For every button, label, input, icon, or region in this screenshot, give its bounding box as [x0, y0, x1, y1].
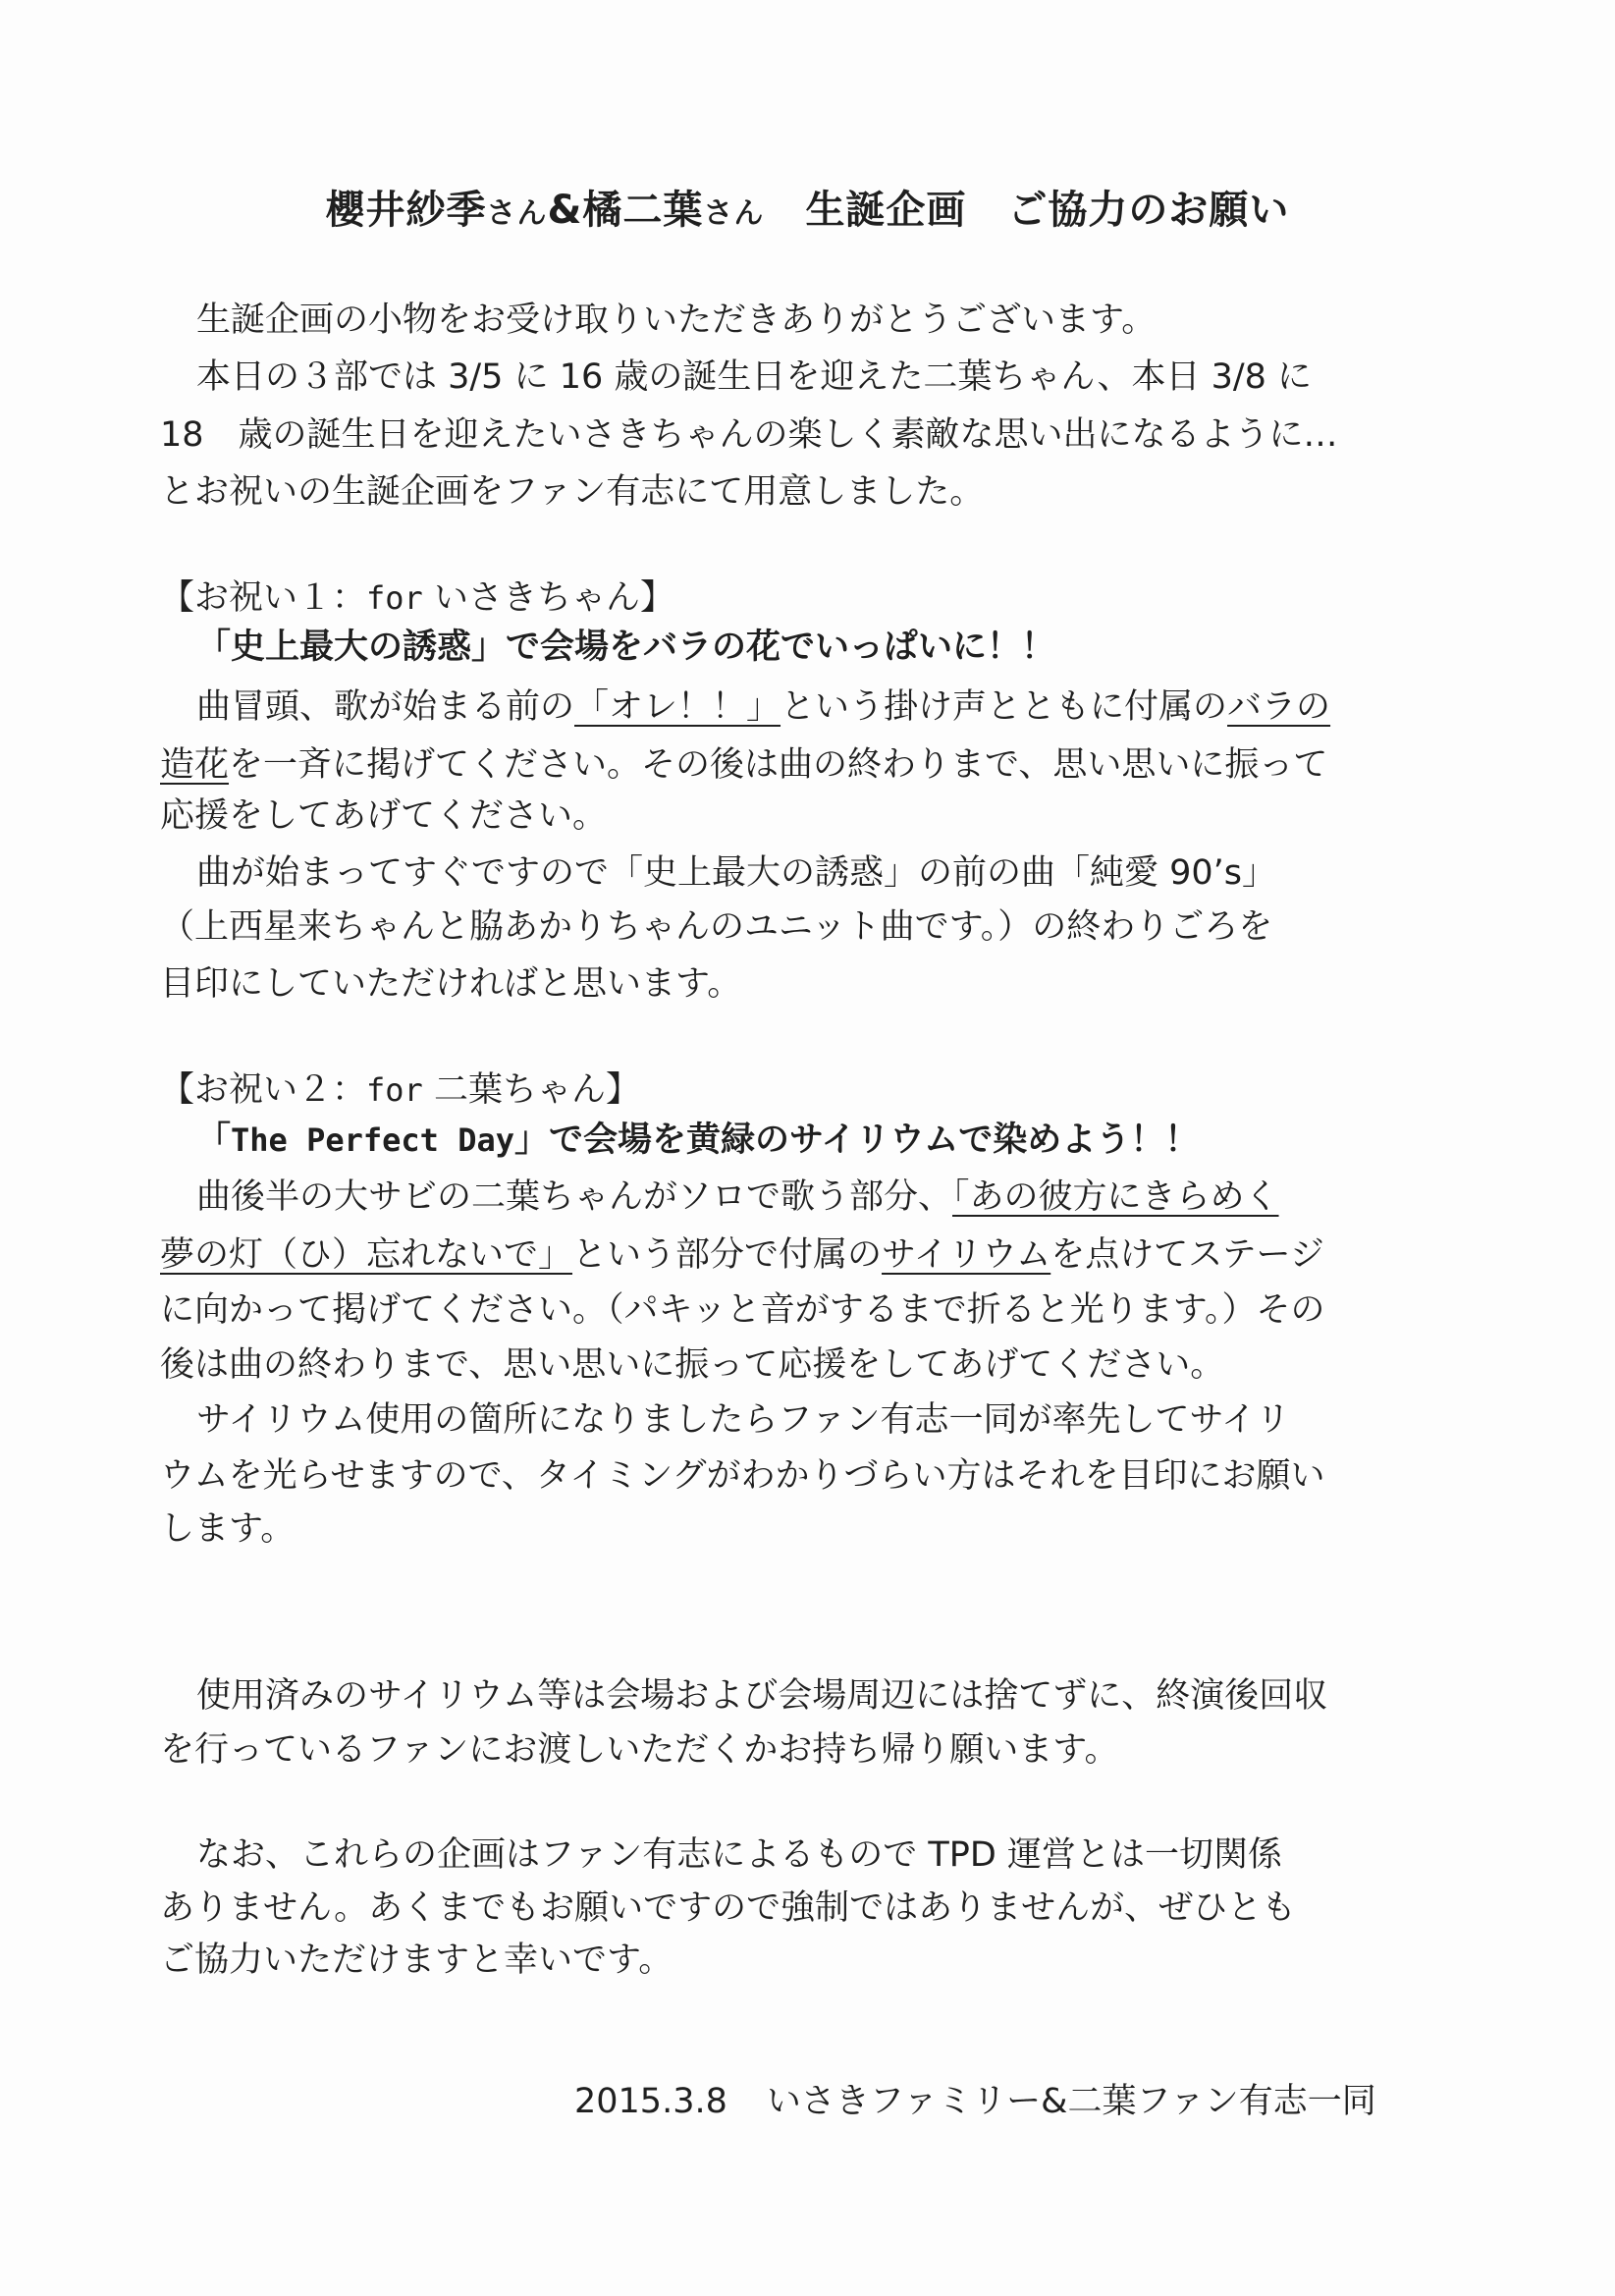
disclaimer-line-3: ご協力いただけますと幸いです。: [160, 1941, 673, 1980]
section2-heading: [160, 1067, 640, 1113]
section2-line-1: [196, 1175, 1279, 1220]
section2-song-title: The Perfect Day: [231, 1121, 514, 1159]
title-name-2: 橘二葉: [582, 188, 704, 233]
section2-line-7: します。: [160, 1509, 296, 1549]
section1-line-1-text: 曲冒頭、歌が始まる前の: [196, 687, 575, 727]
section2-subheading: [196, 1118, 1199, 1163]
signature: [574, 2074, 1376, 2123]
disposal-line-1: 使用済みのサイリウム等は会場および会場周辺には捨てずに、終演後回収: [196, 1676, 1328, 1716]
section1-line-5: （上西星来ちゃんと脇あかりちゃんのユニット曲です。）の終わりごろを: [160, 907, 1273, 947]
section2-heading-prefix: 【お祝い２：: [160, 1070, 367, 1110]
section1-rose-label: バラの: [1227, 687, 1331, 727]
title-honorific-2: さん: [703, 196, 765, 231]
intro-line-3: 18 歳の誕生日を迎えたいさきちゃんの楽しく素敵な思い出になるように…: [160, 415, 1338, 455]
title-honorific-1: さん: [486, 196, 548, 231]
section1-line-2-text: を一斉に掲げてください。その後は曲の終わりまで、思い思いに振って: [229, 745, 1328, 785]
signature-date: 2015.3.8: [574, 2082, 727, 2121]
section2-line-3: に向かって掲げてください。（パキッと音がするまで折ると光ります。）その: [160, 1290, 1325, 1330]
section1-heading-prefix: 【お祝い１：: [160, 578, 367, 618]
section1-heading-for: for: [366, 579, 423, 617]
section2-subheading-open: 「: [196, 1121, 232, 1160]
intro-line-4: とお祝いの生誕企画をファン有志にて用意しました。: [160, 472, 985, 512]
section2-heading-target: 二葉ちゃん】: [422, 1070, 640, 1110]
section2-lyric-cue-1: 「あの彼方にきらめく: [952, 1177, 1279, 1217]
disclaimer-line-2: ありません。あくまでもお願いですので強制ではありませんが、ぜひとも: [160, 1888, 1297, 1928]
section1-line-2: [160, 742, 1327, 788]
signature-from: いさきファミリー&二葉ファン有志一同: [766, 2082, 1376, 2121]
section2-penlight-label: サイリウム: [882, 1235, 1051, 1275]
section2-subheading-rest: 」で会場を黄緑のサイリウムで染めよう！！: [514, 1121, 1200, 1160]
section2-line-2-text: という部分で付属の: [572, 1235, 883, 1275]
title-project: 生誕企画: [805, 188, 967, 233]
page-title: [0, 179, 1615, 235]
intro-line-1: 生誕企画の小物をお受け取りいただきありがとうございます。: [196, 301, 1157, 340]
section2-line-2-text-2: を点けてステージ: [1050, 1235, 1324, 1275]
title-name-1: 櫻井紗季: [325, 188, 487, 233]
title-request: ご協力のお願い: [1007, 188, 1290, 233]
section1-subheading: 「史上最大の誘惑」で会場をバラの花でいっぱいに！！: [196, 628, 1056, 667]
section1-cue-ore: 「オレ！！」: [574, 687, 781, 727]
section2-lyric-cue-2: 夢の灯（ひ）忘れないで」: [160, 1235, 573, 1275]
section1-heading-target: いさきちゃん】: [422, 578, 674, 618]
disclaimer-line-1: なお、これらの企画はファン有志によるもので TPD 運営とは一切関係: [196, 1835, 1282, 1875]
section1-rose-label-2: 造花: [160, 745, 230, 785]
section1-line-6: 目印にしていただければと思います。: [160, 964, 742, 1004]
section2-heading-for: for: [366, 1071, 423, 1109]
intro-line-2: 本日の３部では 3/5 に 16 歳の誕生日を迎えた二葉ちゃん、本日 3/8 に: [196, 357, 1313, 397]
section1-line-1: [196, 684, 1330, 730]
disposal-line-2: を行っているファンにお渡しいただくかお持ち帰り願います。: [160, 1730, 1119, 1770]
title-ampersand: &: [547, 188, 583, 233]
section1-line-3: 応援をしてあげてください。: [160, 796, 608, 836]
section2-line-5: サイリウム使用の箇所になりましたらファン有志一同が率先してサイリ: [196, 1400, 1291, 1440]
section1-heading: [160, 575, 674, 621]
section2-line-2: [160, 1232, 1324, 1278]
section2-line-6: ウムを光らせますので、タイミングがわかりづらい方はそれを目印にお願い: [160, 1456, 1325, 1496]
section2-line-1-text: 曲後半の大サビの二葉ちゃんがソロで歌う部分、: [196, 1177, 953, 1217]
section1-line-1-text-2: という掛け声とともに付属の: [781, 687, 1228, 727]
section1-line-4: 曲が始まってすぐですので「史上最大の誘惑」の前の曲「純愛 90’s」: [196, 853, 1277, 893]
section2-line-4: 後は曲の終わりまで、思い思いに振って応援をしてあげてください。: [160, 1345, 1225, 1385]
